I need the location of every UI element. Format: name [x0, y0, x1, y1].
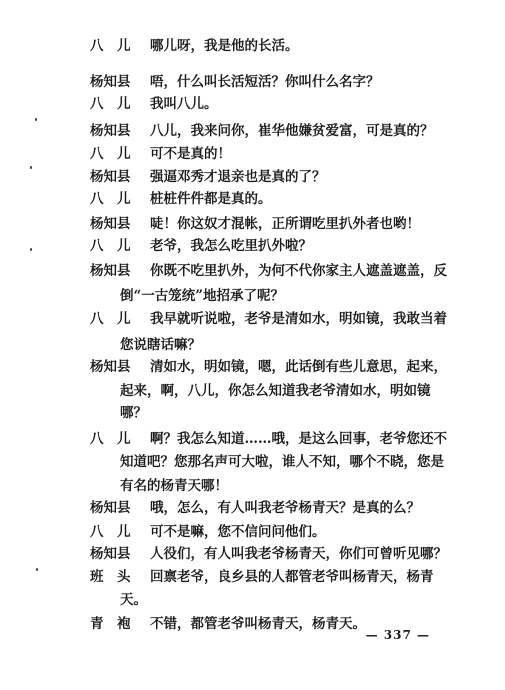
- speaker-name: 杨知县: [90, 263, 131, 279]
- speaker-name: 八 儿: [90, 146, 131, 162]
- dialogue-text: 桩桩件件都是真的。: [150, 191, 272, 207]
- dialogue-continuation: 有名的杨青天哪！: [120, 478, 228, 494]
- dialogue-text: 我早就听说啦，老爷是清如水，明如镜，我敢当着: [150, 311, 447, 327]
- dialogue-text: 回禀老爷，良乡县的人都管老爷叫杨青天，杨青: [150, 569, 434, 585]
- speaker-name: 八 儿: [90, 524, 131, 540]
- speaker-name: 青 袍: [90, 616, 131, 632]
- dialogue-text: 啊？我怎么知道……哦，是这么回事，老爷您还不: [150, 431, 447, 447]
- dialogue-continuation: 哪？: [120, 405, 147, 421]
- dialogue-text: 不错，都管老爷叫杨青天，杨青天。: [150, 616, 366, 632]
- speaker-name: 班 头: [90, 569, 131, 585]
- speaker-name: 八 儿: [90, 311, 131, 327]
- dialogue-text: 人役们，有人叫我老爷杨青天，你们可曾听见哪？: [150, 546, 447, 562]
- margin-mark: [36, 568, 38, 571]
- dialogue-continuation: 倒“一古笼统”地招承了呢？: [120, 288, 285, 304]
- speaker-name: 八 儿: [90, 96, 131, 112]
- speaker-name: 杨知县: [90, 169, 131, 185]
- speaker-name: 杨知县: [90, 500, 131, 516]
- dialogue-text: 唔，什么叫长活短活？你叫什么名字？: [150, 74, 380, 90]
- dialogue-text: 我叫八儿。: [150, 96, 218, 112]
- speaker-name: 杨知县: [90, 74, 131, 90]
- dialogue-continuation: 您说瞎话嘛？: [120, 337, 201, 353]
- page-number: — 337 —: [365, 628, 430, 642]
- dialogue-text: 可不是嘛，您不信问问他们。: [150, 524, 326, 540]
- dialogue-text: 唗！你这奴才混帐，正所谓吃里扒外者也哟！: [150, 216, 420, 232]
- speaker-name: 杨知县: [90, 546, 131, 562]
- speaker-name: 八 儿: [90, 191, 131, 207]
- dialogue-text: 可不是真的！: [150, 146, 231, 162]
- dialogue-text: 哪儿呀，我是他的长活。: [150, 38, 299, 54]
- dialogue-text: 你既不吃里扒外，为何不代你家主人遮盖遮盖，反: [150, 263, 447, 279]
- dialogue-text: 清如水，明如镜，嗯，此话倒有些儿意思，起来，: [150, 359, 447, 375]
- speaker-name: 八 儿: [90, 38, 131, 54]
- dialogue-text: 哦，怎么，有人叫我老爷杨青天？是真的么？: [150, 500, 420, 516]
- dialogue-text: 老爷，我怎么吃里扒外啦？: [150, 238, 312, 254]
- margin-mark: [35, 118, 37, 121]
- margin-mark: [30, 166, 32, 169]
- dialogue-continuation: 天。: [120, 592, 147, 608]
- dialogue-text: 强逼邓秀才退亲也是真的了？: [150, 169, 326, 185]
- speaker-name: 杨知县: [90, 359, 131, 375]
- speaker-name: 杨知县: [90, 123, 131, 139]
- margin-mark: [30, 248, 32, 251]
- dialogue-continuation: 知道吧？您那名声可大啦，谁人不知，哪个不晓，您是: [120, 454, 444, 470]
- speaker-name: 八 儿: [90, 431, 131, 447]
- dialogue-text: 八儿，我来问你，崔华他嫌贫爱富，可是真的？: [150, 123, 434, 139]
- speaker-name: 八 儿: [90, 238, 131, 254]
- speaker-name: 杨知县: [90, 216, 131, 232]
- dialogue-continuation: 起来，啊，八儿，你怎么知道我老爷清如水，明如镜: [120, 383, 431, 399]
